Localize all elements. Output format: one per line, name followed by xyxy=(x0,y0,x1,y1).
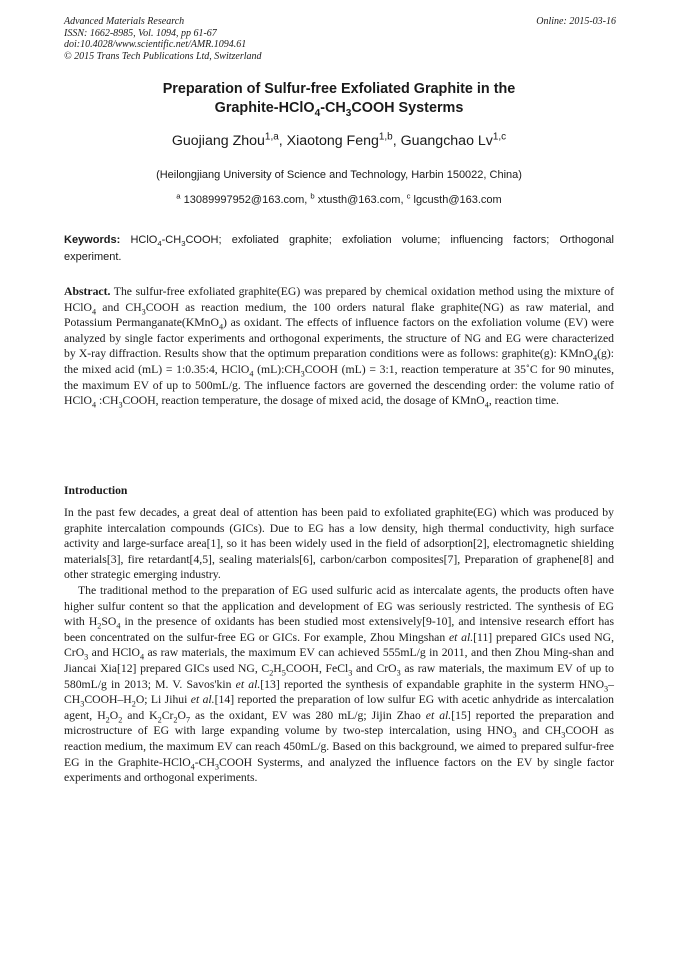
abstract: Abstract. The sulfur-free exfoliated graphite(EG) was prepared by chemical oxidation method using the mixture of HClO$_4$ and $CH_3COOH$ as reaction medium, the 100 orders natural flake graphite(NG) as raw material, and Potassium Permanganate(KMnO$_4$) as oxidant. The effects of influence factors on the exfoliation volume (EV) were analyzed by single factor experiments and orthogonal experiments, the structure of NG and EG were characterized by X-ray diffraction. Results show that the optimum preparation conditions were as follows: graphite(g): KMnO$_4$(g): the mixed acid (mL) = 1:0.35:4, HClO$_4$ $(mL):CH_3COOH$ (mL) = 3:1, reaction temperature at 35˚C for 90 minutes, the maximum EV of up to 500mL/g. The influence factors are governed the descending order: the volume ratio of HClO$_4$ $:CH_3COOH$, reaction temperature, the dosage of mixed acid, the dosage of KMnO$_4$, reaction time. xyxy=(64,285,615,410)
journal-name: Advanced Materials Research xyxy=(64,16,185,27)
doi-link[interactable]: doi:10.4028/www.scientific.net/AMR.1094.61 xyxy=(64,39,247,50)
paragraph: The traditional method to the preparation of EG used sulfuric acid as intercalate agents, the products often have higher sulfur content so that the application and development of EG was seriously restricted. The synthesis of EG with $H_2SO_4$ in the presence of oxidants has been studied most extensively[9-10], and intensive research effort has been concentrated on the sulfur-free EG or GICs. For example, Zhou Mingshan et al.[11] prepared GICs used NG, CrO$_3$ and HClO$_4$ as raw materials, the maximum EV can achieved 555mL/g in 2011, and then Zhou Ming-shan and Jiancai Xia[12] prepared GICs used NG, $C_2H_5COOH$, FeCl$_3$ and CrO$_3$ as raw materials, the maximum EV of up to 580mL/g in 2013; M. V. Savos'kin et al.[13] reported the synthesis of expandable graphite in the systerm $HNO_3-CH_3COOH-H_2O$; Li Jihui et al.[14] reported the preparation of low sulfur EG with acetic anhydride as intercalation agent, $H_2O_2$ and $K_2Cr_2O_7$ as the oxidant, EV was 280 mL/g; Jijin Zhao et al.[15] reported the preparation and microstructure of EG with large expanding volume by two-step intercalation, using $HNO_3$ and $CH_3COOH$ as reaction medium, the maximum EV can reach 450mL/g. Based on this background, we aimed to prepared sulfur-free EG in the Graphite-$HClO_4-CH_3COOH$ Systerms, and analyzed the influence factors on the EV by single factor experiments and orthogonal experiments. xyxy=(64,583,615,785)
title-line-2: Graphite-$HClO_4-CH_3COOH$ Systerms xyxy=(214,100,464,119)
paper-title xyxy=(64,80,614,118)
keywords: Keywords: $HClO_4-CH_3COOH$; exfoliated graphite; exfoliation volume; influencing factors; Orthogonal experiment. xyxy=(64,234,614,263)
keywords-label: Keywords: xyxy=(64,234,121,246)
title-line-1: Preparation of Sulfur-free Exfoliated Graphite in the xyxy=(162,81,516,97)
email-list: $^a$ 13089997952@163.com, $^b$ xtusth@163.com, $^c$ lgcusth@163.com xyxy=(176,191,502,206)
paragraph: In the past few decades, a great deal of attention has been paid to exfoliated graphite(EG) which was produced by graphite intercalation compounds (GICs). Due to EG has a low density, high thermal conductivity, high surface activity and large-surface area[1], so it has been widely used in the field of adsorption[2], electromagnetic shielding materials[3], fire retardant[4,5], sealing materials[6], carbon/carbon composites[7], Preparation of graphene[8] and other strategic emerging industry. xyxy=(64,506,614,582)
copyright-line: © 2015 Trans Tech Publications Ltd, Switzerland xyxy=(64,50,262,62)
email-link[interactable]: xtusth@163.com xyxy=(317,194,401,206)
author-name: Guangchao Lv xyxy=(400,133,493,149)
online-date: Online: 2015-03-16 xyxy=(536,16,616,27)
author-name: Guojiang Zhou xyxy=(171,133,265,149)
journal-header xyxy=(64,16,262,62)
introduction-body xyxy=(64,505,614,786)
abstract-label: Abstract. xyxy=(64,285,111,298)
issn-line: ISSN: 1662-8985, Vol. 1094, pp 61-67 xyxy=(64,27,217,39)
section-heading-introduction: Introduction xyxy=(64,484,128,497)
email-link[interactable]: lgcusth@163.com xyxy=(413,194,502,206)
email-link[interactable]: 13089997952@163.com xyxy=(183,194,305,206)
affiliation: (Heilongjiang University of Science and Technology, Harbin 150022, China) xyxy=(156,169,522,181)
author-affil-mark: 1,c xyxy=(492,131,507,143)
author-name: Xiaotong Feng xyxy=(286,133,379,149)
author-list: Guojiang Zhou$^{1,a}$, Xiaotong Feng$^{1,b}$, Guangchao Lv$^{1,c}$ xyxy=(171,131,507,149)
author-affil-mark: 1,b xyxy=(378,131,393,143)
author-affil-mark: 1,a xyxy=(264,131,279,143)
